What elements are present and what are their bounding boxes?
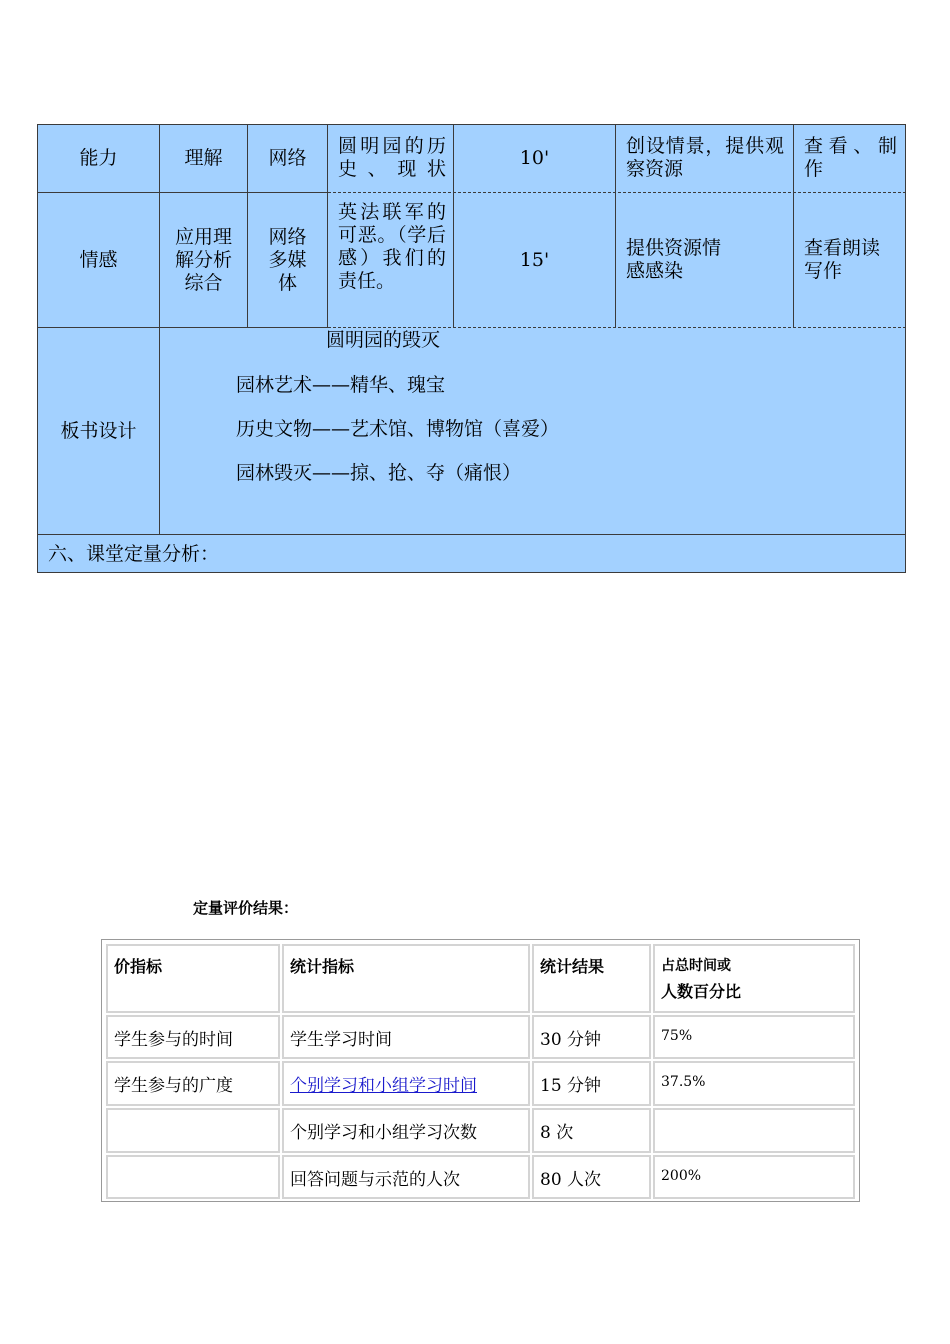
row2-time: 15' <box>519 248 550 271</box>
row2-teacher-activity <box>626 193 784 327</box>
table-row-4-percent: 200% <box>653 1155 855 1199</box>
table-row-2-indicator: 学生参与的广度 <box>106 1061 280 1106</box>
row2-student-activity <box>804 193 897 327</box>
table-row-3-metric: 个别学习和小组学习次数 <box>282 1108 530 1153</box>
row1-media: 网络 <box>268 147 307 169</box>
row1-content: 圆明园的历史、现状 <box>338 135 446 180</box>
table-row-1-indicator: 学生参与的时间 <box>106 1015 280 1059</box>
evaluation-table <box>101 939 860 1202</box>
row2-media-text: 网络多媒体 <box>268 225 307 294</box>
lesson-plan-table <box>37 124 906 573</box>
header-indicator: 价指标 <box>106 944 280 1013</box>
board-line-2: 历史文物——艺术馆、博物馆（喜爱） <box>236 418 560 440</box>
row2-goal: 情感 <box>79 248 118 271</box>
table-row-2-metric <box>282 1061 530 1106</box>
metric-link[interactable]: 个别学习和小组学习时间 <box>290 1076 477 1096</box>
row1-level: 理解 <box>184 147 223 169</box>
row2-level-text: 应用理解分析综合 <box>174 225 232 294</box>
section-heading: 六、课堂定量分析： <box>48 543 220 565</box>
row2-student-text: 查看朗读写作 <box>804 237 881 282</box>
table-row-3-result: 8 次 <box>532 1108 651 1153</box>
table-row-2-percent: 37.5% <box>653 1061 855 1106</box>
table-row-4-indicator <box>106 1155 280 1199</box>
row1-student-activity: 查看、制作 <box>804 135 897 180</box>
row2-teacher-text: 提供资源情感感染 <box>626 237 722 282</box>
row2-media <box>248 193 327 327</box>
header-percent <box>653 944 855 1013</box>
row1-teacher-activity: 创设情景，提供观察资源 <box>626 135 784 180</box>
table-row-1-percent: 75% <box>653 1015 855 1059</box>
table-row-3-indicator <box>106 1108 280 1153</box>
header-result: 统计结果 <box>532 944 651 1013</box>
board-title: 圆明园的毁灭 <box>326 329 441 351</box>
row2-level <box>160 193 247 327</box>
row1-time: 10' <box>519 147 550 169</box>
table-row-4-result: 80 人次 <box>532 1155 651 1199</box>
table-row-4-metric: 回答问题与示范的人次 <box>282 1155 530 1199</box>
table-row-2-result: 15 分钟 <box>532 1061 651 1106</box>
header-percent-line1: 占总时间或 <box>661 958 731 974</box>
table-row-1-result: 30 分钟 <box>532 1015 651 1059</box>
board-design-label: 板书设计 <box>60 419 137 442</box>
evaluation-title: 定量评价结果： <box>193 899 299 917</box>
header-metric: 统计指标 <box>282 944 530 1013</box>
header-percent-line2: 人数百分比 <box>661 982 742 1001</box>
row2-content: 英法联军的可恶。（学后感）我们的责任。 <box>338 201 446 292</box>
row1-goal: 能力 <box>79 147 118 169</box>
board-line-3: 园林毁灭——掠、抢、夺（痛恨） <box>236 462 522 484</box>
board-line-1: 园林艺术——精华、瑰宝 <box>236 374 446 396</box>
table-row-3-percent <box>653 1108 855 1153</box>
table-row-1-metric: 学生学习时间 <box>282 1015 530 1059</box>
